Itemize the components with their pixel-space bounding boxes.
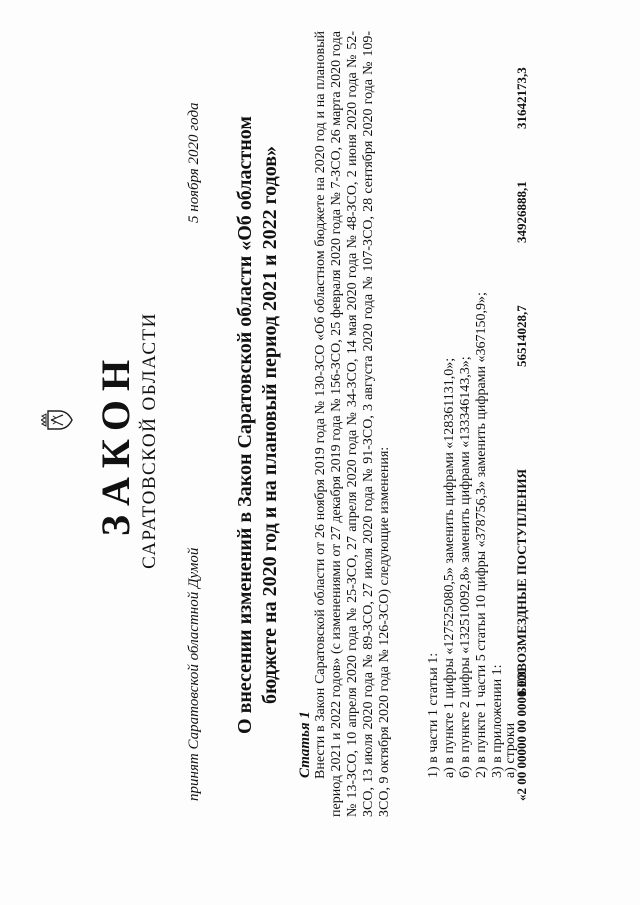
list-item: б) в пункте 2 цифры «132510092,8» заменить цифрами «133346143,3»; (458, 356, 473, 778)
list-item: 2) в пункте 1 части 5 статьи 10 цифры «378756,3» заменить цифрами «367150,9»; (474, 292, 489, 778)
list-item: а) строки (503, 722, 518, 778)
list-item: а) в пункте 1 цифры «127525080,5» заменить цифрами «128361131,0»; (442, 357, 457, 778)
law-heading: ЗАКОН (93, 350, 138, 537)
law-title: О внесении изменений в Закон Саратовской области «Об областном бюджете на 2020 год и на плановый период 2021 и 2022 годов» (234, 116, 281, 734)
budget-value-2021: 34926888,1 (514, 181, 529, 243)
list-item: 1) в части 1 статьи 1: (426, 652, 441, 778)
accepted-date: 5 ноября 2020 года (186, 102, 202, 223)
budget-value-2022: 31642173,3 (514, 67, 529, 129)
article-heading: Статья 1 (297, 711, 313, 778)
budget-code: «2 00 00000 00 0000 000 (514, 667, 529, 801)
article-body (313, 31, 393, 817)
region-heading: САРАТОВСКОЙ ОБЛАСТИ (139, 312, 160, 569)
coat-of-arms-icon (41, 407, 73, 433)
accepted-by-text: принят Саратовской областной Думой (186, 547, 202, 801)
budget-value-2020: 56514028,7 (514, 305, 529, 367)
list-item: 3) в приложении 1: (490, 664, 505, 778)
budget-row-name: БЕЗВОЗМЕЗДНЫЕ ПОСТУПЛЕНИЯ (514, 469, 529, 696)
article-intro: Внести в Закон Саратовской области от 26 ноября 2019 года № 130-ЗСО «Об областном бюджете на 2020 год и на плановый период 2021 и 2022 годов» (с изменениями от 27 декабря 2019 года № 156-ЗСО, 25 февраля 2020 года № 7-ЗСО, 26 марта 2020 года № 13-ЗСО, 10 апреля 2020 года № 25-ЗСО, 27 апреля 2020 года № 34-ЗСО, 14 мая 2020 года № 48-ЗСО, 2 июня 2020 года № 52-ЗСО, 13 июля 2020 года № 89-ЗСО, 27 июля 2020 года № 91-ЗСО, 3 августа 2020 года № 107-ЗСО, 28 сентября 2020 года № 109-ЗСО, 9 октября 2020 года № 126-ЗСО) следующие изменения: (313, 31, 392, 817)
